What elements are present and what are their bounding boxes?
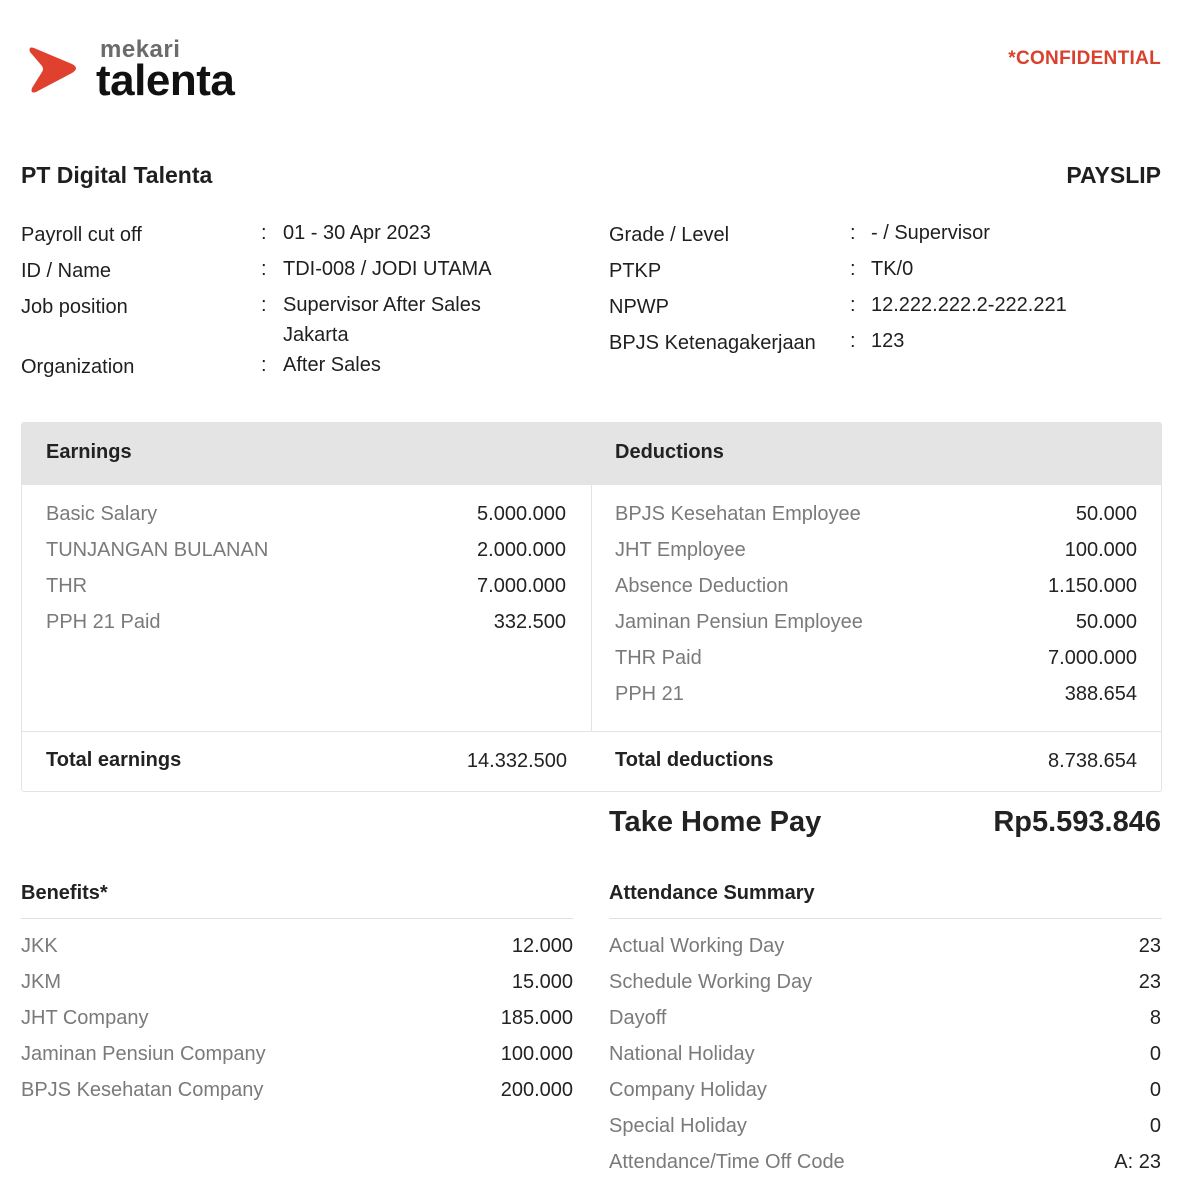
info-label: NPWP	[609, 296, 669, 318]
deduction-value: 100.000	[1064, 539, 1137, 561]
confidential-label: *CONFIDENTIAL	[1008, 48, 1161, 69]
benefit-label: JKM	[21, 971, 61, 993]
deduction-value: 50.000	[1075, 611, 1137, 633]
logo-talenta-text: talenta	[96, 56, 235, 105]
info-label: Organization	[21, 356, 135, 378]
benefit-label: BPJS Kesehatan Company	[21, 1079, 264, 1101]
info-label: ID / Name	[21, 260, 112, 282]
attendance-label: Dayoff	[609, 1007, 667, 1029]
attendance-title: Attendance Summary	[609, 882, 815, 904]
deduction-value: 1.150.000	[1048, 575, 1137, 597]
total-deductions-label: Total deductions	[615, 749, 774, 771]
deduction-label: JHT Employee	[615, 539, 746, 561]
attendance-label: Special Holiday	[609, 1115, 747, 1137]
info-label: Job position	[21, 296, 128, 318]
deductions-header: Deductions	[615, 441, 724, 463]
benefits-title: Benefits*	[21, 882, 108, 904]
earning-value: 7.000.000	[477, 575, 566, 597]
document-title: PAYSLIP	[1066, 162, 1161, 188]
info-colon: :	[261, 222, 267, 244]
take-home-pay-label: Take Home Pay	[609, 806, 822, 838]
total-divider	[22, 731, 1161, 732]
earning-value: 2.000.000	[477, 539, 566, 561]
benefit-value: 185.000	[500, 1007, 573, 1029]
info-label: Payroll cut off	[21, 224, 142, 246]
take-home-pay-value: Rp5.593.846	[993, 806, 1161, 838]
earning-value: 332.500	[493, 611, 566, 633]
info-colon: :	[850, 222, 856, 244]
company-name: PT Digital Talenta	[21, 162, 213, 188]
benefit-label: JKK	[21, 935, 58, 957]
attendance-value: 0	[1149, 1115, 1161, 1137]
total-earnings-label: Total earnings	[46, 749, 182, 771]
attendance-value: 0	[1149, 1043, 1161, 1065]
info-value: - / Supervisor	[871, 222, 990, 244]
deduction-label: THR Paid	[615, 647, 702, 669]
info-colon: :	[261, 294, 267, 316]
info-value: Supervisor After Sales	[283, 294, 481, 316]
info-colon: :	[850, 258, 856, 280]
deduction-label: Jaminan Pensiun Employee	[615, 611, 863, 633]
info-colon: :	[850, 330, 856, 352]
attendance-label: Schedule Working Day	[609, 971, 813, 993]
attendance-value: 0	[1149, 1079, 1161, 1101]
benefit-value: 15.000	[511, 971, 573, 993]
earning-label: TUNJANGAN BULANAN	[46, 539, 269, 561]
deduction-label: PPH 21	[615, 683, 684, 705]
attendance-divider	[609, 918, 1162, 919]
column-divider	[591, 485, 592, 731]
earnings-deductions-table	[21, 422, 1162, 792]
earning-label: THR	[46, 575, 88, 597]
attendance-label: Attendance/Time Off Code	[609, 1151, 845, 1173]
info-colon: :	[261, 258, 267, 280]
info-label: PTKP	[609, 260, 662, 282]
attendance-value: 23	[1138, 971, 1161, 993]
info-colon: :	[850, 294, 856, 316]
table-header	[22, 423, 1161, 485]
info-label: Grade / Level	[609, 224, 730, 246]
info-value: TDI-008 / JODI UTAMA	[283, 258, 492, 280]
info-label: BPJS Ketenagakerjaan	[609, 332, 816, 354]
earning-label: PPH 21 Paid	[46, 611, 161, 633]
info-value: 123	[871, 330, 905, 352]
info-value: TK/0	[871, 258, 914, 280]
total-deductions-value: 8.738.654	[1048, 750, 1137, 772]
benefit-label: Jaminan Pensiun Company	[21, 1043, 266, 1065]
info-value: 01 - 30 Apr 2023	[283, 222, 431, 244]
benefit-value: 100.000	[500, 1043, 573, 1065]
earning-label: Basic Salary	[46, 503, 158, 525]
attendance-value: A: 23	[1114, 1151, 1161, 1173]
info-colon: :	[261, 354, 267, 376]
attendance-value: 8	[1149, 1007, 1161, 1029]
benefit-label: JHT Company	[21, 1007, 149, 1029]
attendance-label: Company Holiday	[609, 1079, 767, 1101]
deduction-value: 7.000.000	[1048, 647, 1137, 669]
info-value-line2: Jakarta	[283, 324, 349, 346]
deduction-label: Absence Deduction	[615, 575, 789, 597]
total-earnings-value: 14.332.500	[466, 750, 567, 772]
info-value: After Sales	[283, 354, 381, 376]
deduction-value: 388.654	[1064, 683, 1137, 705]
attendance-value: 23	[1138, 935, 1161, 957]
talenta-logo	[28, 36, 268, 106]
deduction-label: BPJS Kesehatan Employee	[615, 503, 861, 525]
deduction-value: 50.000	[1075, 503, 1137, 525]
benefit-value: 12.000	[511, 935, 573, 957]
earning-value: 5.000.000	[477, 503, 566, 525]
earnings-header: Earnings	[46, 441, 132, 463]
info-value: 12.222.222.2-222.221	[871, 294, 1067, 316]
attendance-label: Actual Working Day	[609, 935, 785, 957]
attendance-label: National Holiday	[609, 1043, 755, 1065]
benefit-value: 200.000	[500, 1079, 573, 1101]
benefits-divider	[21, 918, 573, 919]
logo-mekari-text: mekari	[100, 36, 181, 63]
talenta-arrow-icon	[28, 42, 84, 96]
